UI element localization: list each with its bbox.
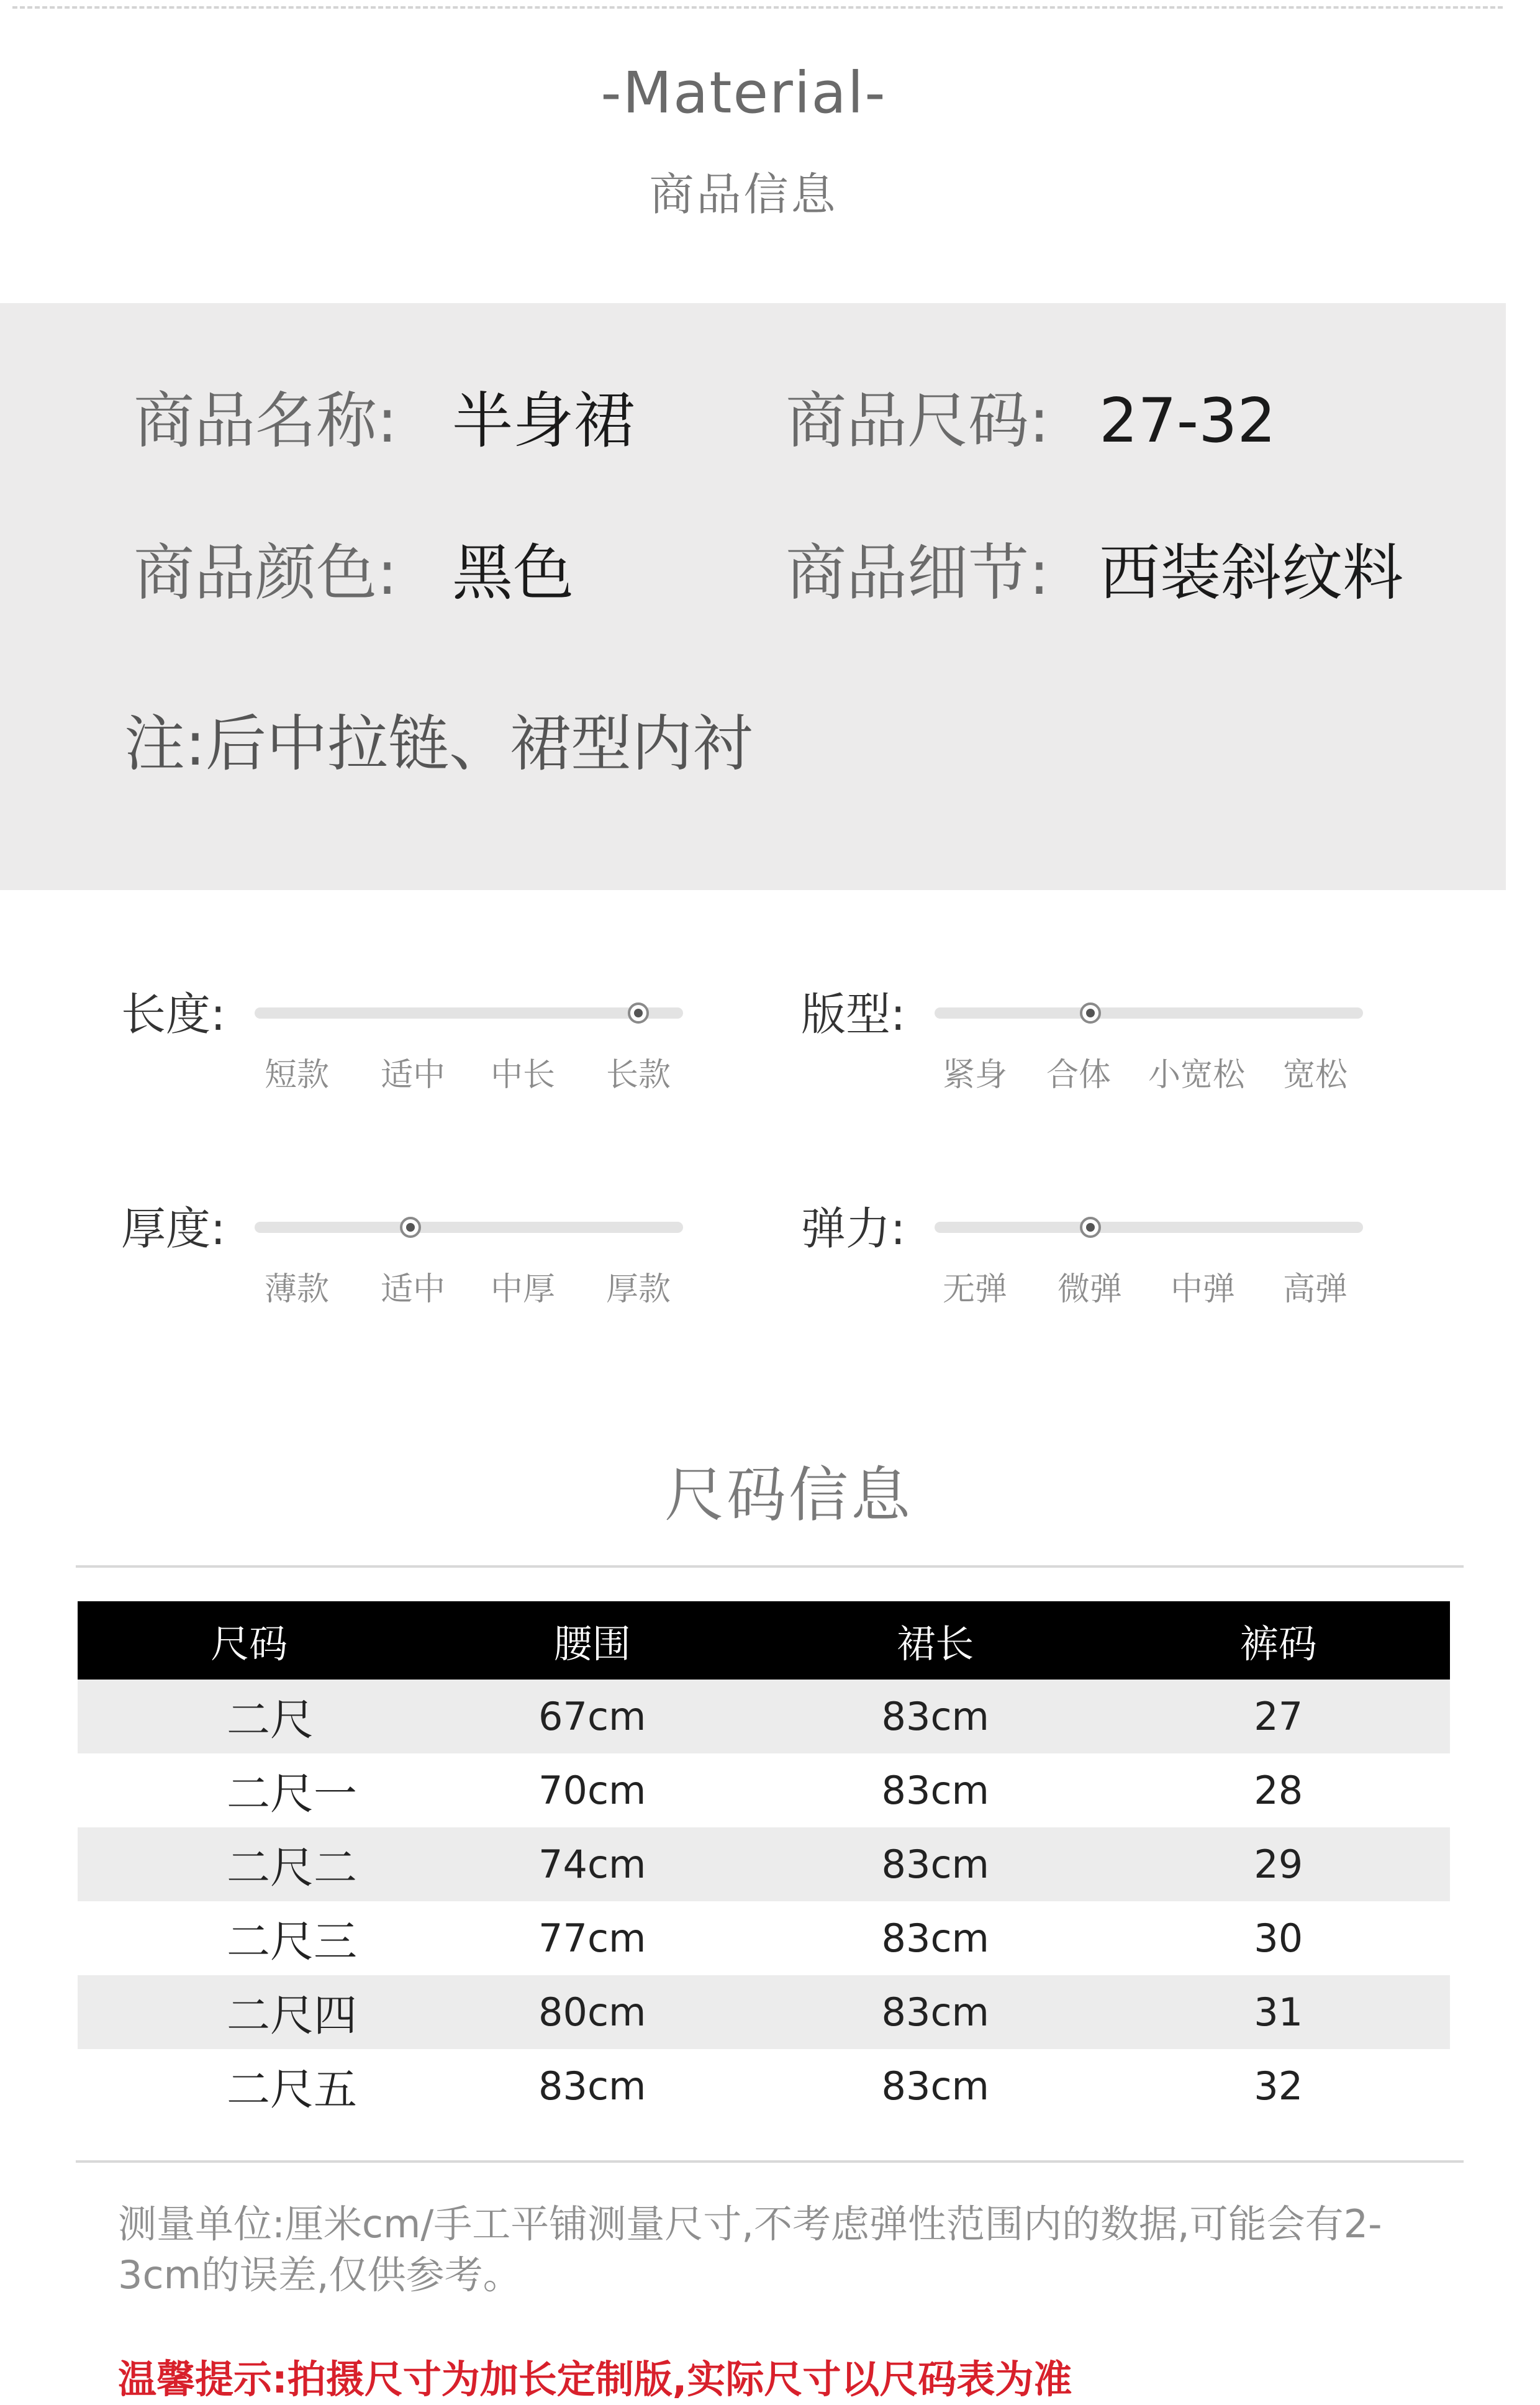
table-row [78,2049,1450,2123]
table-row [78,1901,1450,1975]
material-subtitle: 商品信息 [649,168,838,220]
cell-length: 83cm [764,1827,1107,1901]
length-option: 适中 [380,1057,445,1094]
cell-waist: 83cm [421,2049,764,2123]
product-color-label: 商品颜色: [134,538,398,609]
cell-length: 83cm [764,2049,1107,2123]
fit-indicator [1080,1002,1101,1024]
fit-option: 合体 [1046,1057,1111,1094]
thickness-option: 中厚 [490,1271,555,1308]
top-dashed-divider [12,6,1503,9]
header-waist: 腰围 [421,1601,764,1680]
measurement-note: 测量单位:厘米cm/手工平铺测量尺寸,不考虑弹性范围内的数据,可能会有2-3cm的误差,仅供参考。 [118,2201,1382,2298]
cell-pant-size: 32 [1107,2049,1451,2123]
table-row [78,1827,1450,1901]
cell-waist: 74cm [421,1827,764,1901]
header-skirt-length: 裙长 [764,1601,1107,1680]
product-name-value: 半身裙 [452,386,635,457]
product-size-value: 27-32 [1099,386,1276,457]
elasticity-option: 中弹 [1170,1271,1235,1308]
cell-waist: 77cm [421,1901,764,1975]
cell-size: 二尺 [78,1680,421,1753]
product-detail-value: 西装斜纹料 [1099,538,1404,609]
length-option: 短款 [264,1057,329,1094]
length-option: 中长 [490,1057,555,1094]
fit-track [935,1007,1363,1019]
cell-length: 83cm [764,1975,1107,2049]
length-option: 长款 [605,1057,671,1094]
fit-option: 紧身 [942,1057,1007,1094]
table-bottom-divider [76,2160,1464,2163]
cell-size: 二尺三 [78,1901,421,1975]
warm-tip: 温馨提示:拍摄尺寸为加长定制版,实际尺寸以尺码表为准 [118,2357,1072,2402]
length-label: 长度: [121,988,226,1040]
cell-pant-size: 30 [1107,1901,1451,1975]
header-size: 尺码 [78,1601,421,1680]
cell-size: 二尺五 [78,2049,421,2123]
cell-length: 83cm [764,1901,1107,1975]
cell-pant-size: 28 [1107,1753,1451,1827]
cell-size: 二尺一 [78,1753,421,1827]
elasticity-option: 微弹 [1057,1271,1122,1308]
thickness-option: 薄款 [264,1271,329,1308]
cell-length: 83cm [764,1680,1107,1753]
size-info-title: 尺码信息 [664,1460,913,1530]
cell-pant-size: 27 [1107,1680,1451,1753]
cell-waist: 70cm [421,1753,764,1827]
product-name-label: 商品名称: [134,386,398,457]
cell-waist: 67cm [421,1680,764,1753]
length-indicator [628,1002,649,1024]
product-detail-label: 商品细节: [786,538,1050,609]
size-table-header [78,1601,1450,1680]
fit-label: 版型: [801,988,906,1040]
fit-option: 小宽松 [1148,1057,1245,1094]
product-color-value: 黑色 [452,538,574,609]
header-pant-size: 裤码 [1107,1601,1451,1680]
elasticity-label: 弹力: [801,1202,906,1255]
thickness-indicator [400,1217,421,1238]
length-track [255,1007,683,1019]
thickness-label: 厚度: [121,1202,226,1255]
thickness-track [255,1222,683,1233]
cell-waist: 80cm [421,1975,764,2049]
table-row [78,1680,1450,1753]
material-title: -Material- [600,60,887,126]
table-row [78,1753,1450,1827]
thickness-option: 厚款 [605,1271,671,1308]
cell-pant-size: 31 [1107,1975,1451,2049]
table-row [78,1975,1450,2049]
size-table [78,1601,1450,2123]
elasticity-indicator [1080,1217,1101,1238]
product-note: 注:后中拉链、裙型内衬 [124,709,754,780]
elasticity-option: 无弹 [942,1271,1007,1308]
fit-option: 宽松 [1282,1057,1348,1094]
cell-size: 二尺四 [78,1975,421,2049]
product-size-label: 商品尺码: [786,386,1050,457]
elasticity-option: 高弹 [1282,1271,1348,1308]
cell-size: 二尺二 [78,1827,421,1901]
cell-pant-size: 29 [1107,1827,1451,1901]
elasticity-track [935,1222,1363,1233]
cell-length: 83cm [764,1753,1107,1827]
thickness-option: 适中 [380,1271,445,1308]
size-title-divider [76,1565,1464,1568]
